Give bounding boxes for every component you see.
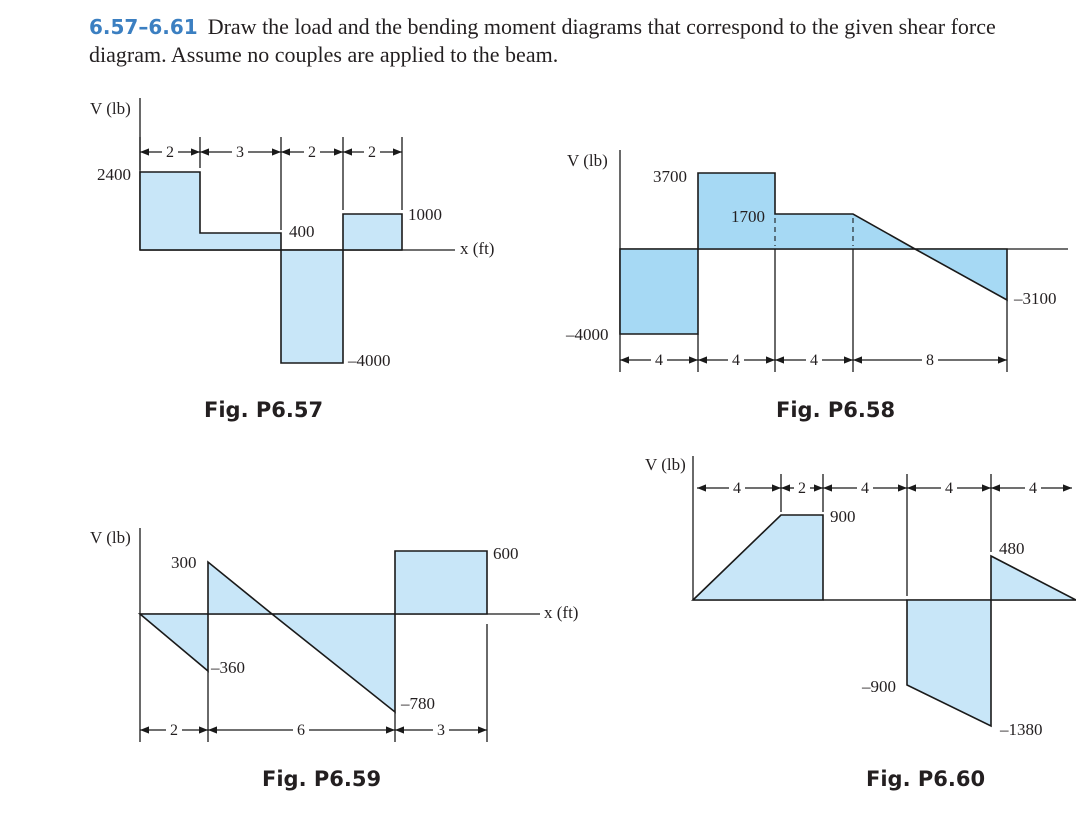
x-axis-label-p657: x (ft) (460, 239, 495, 258)
figure-p6-58 (565, 150, 1068, 422)
value-label-p658-3700: 3700 (653, 167, 687, 186)
figure-p6-59 (90, 528, 578, 791)
y-axis-label-p657: V (lb) (90, 99, 131, 118)
problem-number: 6.57–6.61 (89, 15, 198, 39)
value-label-p660-480: 480 (999, 539, 1025, 558)
shear-area-p659-1 (140, 614, 208, 671)
shear-area-p660-3 (991, 556, 1076, 600)
value-label-p659-neg360: –360 (211, 658, 245, 677)
figure-title-p659: Fig. P6.59 (262, 767, 382, 791)
dim-p657-4: 2 (368, 144, 376, 161)
value-label-p658-neg3100: –3100 (1014, 289, 1057, 308)
figure-title-p657: Fig. P6.57 (204, 398, 324, 422)
dim-p658-4: 8 (926, 352, 934, 369)
y-axis-label-p658: V (lb) (567, 151, 608, 170)
x-axis-label-p659: x (ft) (544, 603, 579, 622)
y-axis-label-p659: V (lb) (90, 528, 131, 547)
shear-area-p659-2 (208, 562, 272, 614)
dim-p658-3: 4 (810, 352, 818, 369)
dim-p657-1: 2 (166, 144, 174, 161)
value-label-p657-neg4000: –4000 (348, 351, 391, 370)
value-label-p660-neg1380: –1380 (1000, 720, 1043, 739)
value-label-p657-1000: 1000 (408, 205, 442, 224)
figure-title-p660: Fig. P6.60 (866, 767, 986, 791)
dim-p657-2: 3 (236, 144, 244, 161)
dim-p659-1: 2 (170, 722, 178, 739)
figure-p6-57 (90, 98, 494, 422)
dim-p658-2: 4 (732, 352, 740, 369)
value-label-p660-900: 900 (830, 507, 856, 526)
figure-p6-60 (645, 455, 1076, 791)
shear-area-p660-1 (693, 515, 823, 600)
y-axis-label-p660: V (lb) (645, 455, 686, 474)
figure-title-p658: Fig. P6.58 (776, 398, 896, 422)
dim-p660-2: 2 (798, 480, 806, 497)
shear-area-p659-4 (395, 551, 487, 614)
shear-area-p660-2 (907, 600, 991, 726)
value-label-p659-neg780: –780 (401, 694, 435, 713)
shear-area-p659-3 (272, 614, 395, 712)
dim-p660-3: 4 (861, 480, 869, 497)
value-label-p658-neg4000: –4000 (566, 325, 609, 344)
value-label-p659-600: 600 (493, 544, 519, 563)
dim-p660-5: 4 (1029, 480, 1037, 497)
value-label-p660-neg900: –900 (862, 677, 896, 696)
shear-area-p657 (140, 172, 402, 363)
dim-p657-3: 2 (308, 144, 316, 161)
value-label-p658-1700: 1700 (731, 207, 765, 226)
shear-area-p658-negative (620, 249, 698, 334)
value-label-p659-300: 300 (171, 553, 197, 572)
dim-p659-3: 3 (437, 722, 445, 739)
dim-p659-2: 6 (297, 722, 305, 739)
value-label-p657-400: 400 (289, 222, 315, 241)
shear-area-p658-ramp (915, 249, 1007, 300)
problem-text: Draw the load and the bending moment diagrams that correspond to the given shear force diagram. Assume no couples are applied to the beam. (89, 14, 996, 67)
dim-p658-1: 4 (655, 352, 663, 369)
dim-p660-4: 4 (945, 480, 953, 497)
value-label-p657-2400: 2400 (97, 165, 131, 184)
dim-p660-1: 4 (733, 480, 741, 497)
